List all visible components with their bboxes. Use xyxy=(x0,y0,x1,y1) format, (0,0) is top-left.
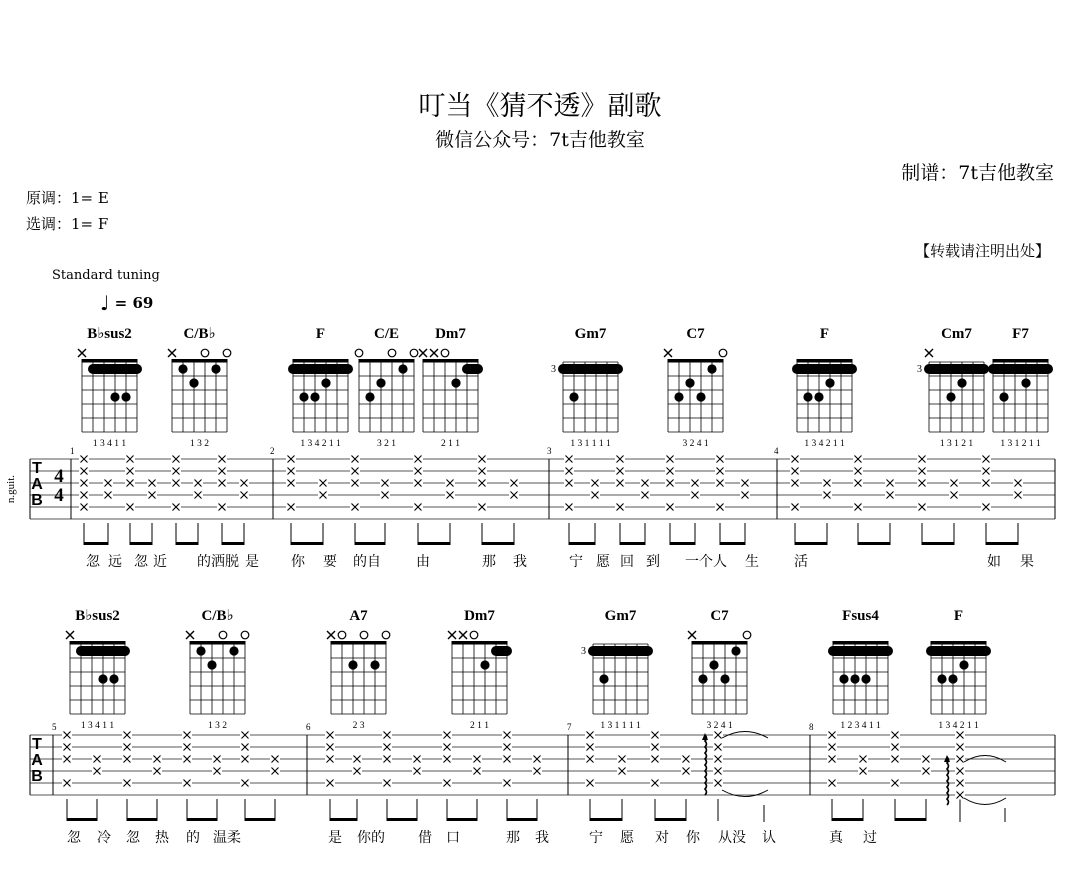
system-1-lyric: 果 xyxy=(1020,554,1034,570)
system-1-chord-2-finger-dot xyxy=(178,364,187,373)
system-2-beam xyxy=(447,818,477,821)
system-1-chord-7-open-icon xyxy=(719,349,727,357)
system-1-chord-5-barre xyxy=(462,364,483,374)
system-2-chord-5-finger-dot xyxy=(599,674,608,683)
system-1-lyric: 近 xyxy=(153,554,167,570)
system-2-measure-number: 7 xyxy=(567,722,572,732)
arpeggio-strum-1 xyxy=(705,735,707,795)
system-2-chord-8-finger-dot xyxy=(937,674,946,683)
system-1-chord-2-name: C/B♭ xyxy=(183,326,216,342)
system-2-tab-letter: A xyxy=(31,752,43,769)
system-2-beam xyxy=(245,818,275,821)
system-2-chord-6-finger-dot xyxy=(698,674,707,683)
system-2-lyric: 忽 xyxy=(67,830,81,846)
system-1-chord-10-fingering: 1 3 1 2 1 1 xyxy=(1000,439,1041,449)
system-1-chord-9-finger-dot xyxy=(957,378,966,387)
system-2-chord-2-finger-dot xyxy=(207,660,216,669)
system-2-beam xyxy=(127,818,157,821)
system-2-lyric: 忽 xyxy=(126,830,140,846)
system-1-chord-4-fingering: 3 2 1 xyxy=(377,439,396,449)
system-1-beam xyxy=(176,542,198,545)
system-2-chord-7-finger-dot xyxy=(850,674,859,683)
system-1-chord-5-open-icon xyxy=(441,349,449,357)
system-1-chord-7-fingering: 3 2 4 1 xyxy=(682,439,709,449)
system-1-beam xyxy=(130,542,152,545)
system-2-chord-7-name: Fsus4 xyxy=(842,608,879,624)
system-2-tab-letter: B xyxy=(31,768,43,785)
system-2-chord-6-open-icon xyxy=(743,631,751,639)
system-1-chord-4-name: C/E xyxy=(373,326,400,342)
system-1-beam xyxy=(418,542,450,545)
system-2-chord-7-finger-dot xyxy=(839,674,848,683)
system-1-chord-8-finger-dot xyxy=(814,392,823,401)
system-2-chord-2-name: C/B♭ xyxy=(201,608,234,624)
system-1-chord-9-name: Cm7 xyxy=(941,326,972,342)
system-2-chord-2-finger-dot xyxy=(229,646,238,655)
arpeggio-strum-1-arrow xyxy=(702,733,708,740)
system-1-beam xyxy=(858,542,890,545)
system-2-chord-5-barre xyxy=(588,646,653,656)
system-2-chord-6-name: C7 xyxy=(710,608,729,624)
system-2-beam xyxy=(67,818,97,821)
system-1-beam xyxy=(620,542,645,545)
system-1-chord-8-finger-dot xyxy=(803,392,812,401)
system-1-beam xyxy=(922,542,954,545)
page-title: 叮当《猜不透》副歌 xyxy=(418,91,662,122)
system-2-lyric: 我 xyxy=(535,830,549,846)
system-1-chord-6-barre xyxy=(558,364,623,374)
system-2-beam xyxy=(330,818,357,821)
system-1-tab-letter: B xyxy=(31,492,43,509)
system-2-lyric: 过 xyxy=(863,830,877,846)
system-2-chord-2-open-icon xyxy=(241,631,249,639)
system-2-chord-5-fret-number: 3 xyxy=(581,645,586,657)
system-1-chord-8-barre xyxy=(792,364,857,374)
system-1-chord-5-name: Dm7 xyxy=(435,326,466,342)
system-1-lyric: 由 xyxy=(416,554,430,570)
system-1-beam xyxy=(720,542,745,545)
system-1-lyric: 忽 xyxy=(134,554,148,570)
system-2-chord-6-finger-dot xyxy=(731,646,740,655)
system-1-chord-9-barre xyxy=(924,364,989,374)
system-2-chord-1-finger-dot xyxy=(98,674,107,683)
system-1-beam xyxy=(670,542,695,545)
system-1-lyric: 忽 xyxy=(86,554,100,570)
time-signature-bottom: 4 xyxy=(54,485,64,506)
system-1-chord-3-barre xyxy=(288,364,353,374)
system-2-lyric: 宁 xyxy=(589,830,603,846)
system-1-chord-4-open-icon xyxy=(388,349,396,357)
system-2-chord-3-open-icon xyxy=(360,631,368,639)
system-2-chord-6-finger-dot xyxy=(720,674,729,683)
system-2-beam xyxy=(187,818,217,821)
system-1-beam xyxy=(986,542,1018,545)
system-1-beam xyxy=(291,542,323,545)
system-2-chord-6-fingering: 3 2 4 1 xyxy=(706,721,733,731)
system-1-beam xyxy=(569,542,595,545)
instrument-label: n.guit. xyxy=(5,474,17,504)
system-2-lyric: 借 xyxy=(418,830,432,846)
system-1-chord-10-finger-dot xyxy=(1021,378,1030,387)
system-1-chord-4-finger-dot xyxy=(398,364,407,373)
system-1-chord-9-fingering: 1 3 1 2 1 xyxy=(939,439,974,449)
arpeggio-strum-2-arrow xyxy=(944,755,950,762)
system-1-chord-3-finger-dot xyxy=(299,392,308,401)
system-1-measure-number: 1 xyxy=(70,446,75,456)
system-2-lyric: 那 xyxy=(506,830,520,846)
system-2-chord-2-open-icon xyxy=(219,631,227,639)
system-1-lyric: 是 xyxy=(245,554,259,570)
system-2-chord-8-name: F xyxy=(953,608,964,624)
tie-arc xyxy=(722,790,768,797)
system-2-chord-4-finger-dot xyxy=(480,660,489,669)
system-1-beam xyxy=(84,542,108,545)
system-2-chord-6-finger-dot xyxy=(709,660,718,669)
system-1-chord-8-fingering: 1 3 4 2 1 1 xyxy=(804,439,845,449)
system-1-chord-6-fingering: 1 3 1 1 1 1 xyxy=(570,439,611,449)
system-1-measure-number: 4 xyxy=(774,446,779,456)
system-1-chord-8-finger-dot xyxy=(825,378,834,387)
system-2-lyric: 你的 xyxy=(357,830,385,846)
system-2-beam xyxy=(895,818,926,821)
system-2-chord-4-barre xyxy=(491,646,512,656)
system-2-chord-1-finger-dot xyxy=(109,674,118,683)
system-1-lyric: 如 xyxy=(987,554,1001,570)
system-1-chord-3-name: F xyxy=(315,326,326,342)
tempo-value: = 69 xyxy=(114,294,154,312)
system-1-lyric: 远 xyxy=(108,554,122,570)
system-1-lyric: 你 xyxy=(291,554,305,570)
system-2-tab-letter: T xyxy=(32,736,42,753)
system-1-chord-1-finger-dot xyxy=(121,392,130,401)
system-1-chord-1-fingering: 1 3 4 1 1 xyxy=(92,439,127,449)
system-1-chord-7-finger-dot xyxy=(674,392,683,401)
system-1-lyric: 到 xyxy=(646,554,660,570)
system-2-chord-5-name: Gm7 xyxy=(604,608,637,624)
system-2-chord-3-finger-dot xyxy=(348,660,357,669)
system-1-lyric: 生 xyxy=(745,554,759,570)
system-2-chord-4-open-icon xyxy=(470,631,478,639)
system-2-lyric: 你 xyxy=(686,830,700,846)
system-2-lyric: 口 xyxy=(446,830,460,846)
system-1-lyric: 愿 xyxy=(596,554,610,570)
system-1-chord-6-fret-number: 3 xyxy=(551,363,556,375)
system-1-tab-letter: T xyxy=(32,460,42,477)
system-2-chord-3-finger-dot xyxy=(370,660,379,669)
system-1-measure-number: 2 xyxy=(270,446,275,456)
tie-arc xyxy=(964,798,1006,805)
system-1-chord-9-fret-number: 3 xyxy=(917,363,922,375)
system-2-lyric: 热 xyxy=(155,830,169,846)
system-1-chord-7-name: C7 xyxy=(686,326,705,342)
system-2-beam xyxy=(387,818,417,821)
system-1-beam xyxy=(222,542,244,545)
quarter-note-icon: ♩ xyxy=(100,291,110,315)
system-1-lyric: 要 xyxy=(323,554,337,570)
system-1-chord-2-open-icon xyxy=(201,349,209,357)
system-2-chord-1-barre xyxy=(76,646,130,656)
system-2-beam xyxy=(590,818,622,821)
system-1-chord-7-finger-dot xyxy=(696,392,705,401)
system-2-chord-3-fingering: 2 3 xyxy=(352,721,365,731)
system-2-chord-1-fingering: 1 3 4 1 1 xyxy=(80,721,115,731)
system-2-lyric: 从没 xyxy=(718,830,746,846)
system-1-chord-8-name: F xyxy=(819,326,830,342)
system-1-measure-number: 3 xyxy=(547,446,552,456)
system-2-chord-3-open-icon xyxy=(338,631,346,639)
arpeggio-strum-2 xyxy=(947,757,949,805)
system-2-lyric: 温柔 xyxy=(213,830,241,846)
system-1-chord-5-fingering: 2 1 1 xyxy=(441,439,460,449)
system-2-chord-8-finger-dot xyxy=(948,674,957,683)
system-2-chord-5-fingering: 1 3 1 1 1 1 xyxy=(600,721,641,731)
system-1-chord-4-open-icon xyxy=(355,349,363,357)
system-2-chord-3-name: A7 xyxy=(349,608,368,624)
system-1-chord-7-finger-dot xyxy=(685,378,694,387)
system-2-beam xyxy=(507,818,537,821)
system-1-chord-10-finger-dot xyxy=(999,392,1008,401)
system-1-chord-1-barre xyxy=(88,364,142,374)
system-1-tab-letter: A xyxy=(31,476,43,493)
system-1-chord-1-name: B♭sus2 xyxy=(87,326,132,342)
system-2-lyric: 愿 xyxy=(620,830,634,846)
system-2-beam xyxy=(655,818,686,821)
system-1-chord-10-name: F7 xyxy=(1012,326,1029,342)
system-1-chord-6-name: Gm7 xyxy=(574,326,607,342)
system-1-chord-2-finger-dot xyxy=(189,378,198,387)
system-2-chord-2-finger-dot xyxy=(196,646,205,655)
system-1-lyric: 宁 xyxy=(569,554,583,570)
system-1-chord-3-finger-dot xyxy=(310,392,319,401)
system-1-lyric: 那 xyxy=(482,554,496,570)
system-1-lyric: 的自 xyxy=(353,554,381,570)
tuning-label: Standard tuning xyxy=(52,268,160,283)
system-1-lyric: 回 xyxy=(620,554,634,570)
system-2-lyric: 对 xyxy=(655,830,669,846)
system-1-chord-4-finger-dot xyxy=(365,392,374,401)
repost-notice: 【转载请注明出处】 xyxy=(914,242,1050,260)
system-1-chord-6-finger-dot xyxy=(569,392,578,401)
system-2-chord-7-finger-dot xyxy=(861,674,870,683)
system-1-chord-10-barre xyxy=(988,364,1053,374)
system-2-chord-4-fingering: 2 1 1 xyxy=(470,721,489,731)
system-2-chord-8-finger-dot xyxy=(959,660,968,669)
system-2-measure-number: 6 xyxy=(306,722,311,732)
system-1-chord-4-finger-dot xyxy=(376,378,385,387)
system-1-chord-4-open-icon xyxy=(410,349,418,357)
system-2-chord-8-barre xyxy=(926,646,991,656)
selected-key: 选调：1= F xyxy=(26,215,109,233)
time-signature-top: 4 xyxy=(54,466,64,487)
system-2-chord-4-name: Dm7 xyxy=(464,608,495,624)
system-1-chord-3-fingering: 1 3 4 2 1 1 xyxy=(300,439,341,449)
system-1-chord-2-open-icon xyxy=(223,349,231,357)
system-1-chord-3-finger-dot xyxy=(321,378,330,387)
system-2-lyric: 认 xyxy=(762,830,776,846)
system-2-lyric: 真 xyxy=(829,830,843,846)
system-2-chord-1-name: B♭sus2 xyxy=(75,608,120,624)
system-2-chord-7-barre xyxy=(828,646,893,656)
system-2-chord-7-fingering: 1 2 3 4 1 1 xyxy=(840,721,881,731)
system-2-measure-number: 5 xyxy=(52,722,57,732)
system-2-lyric: 的 xyxy=(186,830,200,846)
system-1-lyric: 活 xyxy=(794,554,808,570)
system-2-chord-3-open-icon xyxy=(382,631,390,639)
system-1-lyric: 一个人 xyxy=(685,554,727,570)
system-1-chord-2-finger-dot xyxy=(211,364,220,373)
system-2-chord-8-fingering: 1 3 4 2 1 1 xyxy=(938,721,979,731)
original-key: 原调：1= E xyxy=(26,189,109,207)
system-2-beam xyxy=(832,818,863,821)
system-1-beam xyxy=(795,542,827,545)
system-1-chord-1-finger-dot xyxy=(110,392,119,401)
system-2-lyric: 是 xyxy=(328,830,342,846)
system-1-lyric: 的洒脱 xyxy=(197,554,239,570)
system-1-lyric: 我 xyxy=(513,554,527,570)
system-1-chord-7-finger-dot xyxy=(707,364,716,373)
subtitle: 微信公众号：7t吉他教室 xyxy=(435,129,645,151)
system-2-chord-2-fingering: 1 3 2 xyxy=(208,721,227,731)
system-2-measure-number: 8 xyxy=(809,722,814,732)
arranger: 制谱：7t吉他教室 xyxy=(901,162,1054,184)
system-1-chord-2-fingering: 1 3 2 xyxy=(190,439,209,449)
system-1-beam xyxy=(482,542,514,545)
system-2-lyric: 冷 xyxy=(97,830,111,846)
system-1-chord-9-finger-dot xyxy=(946,392,955,401)
system-1-beam xyxy=(355,542,385,545)
system-1-chord-5-finger-dot xyxy=(451,378,460,387)
